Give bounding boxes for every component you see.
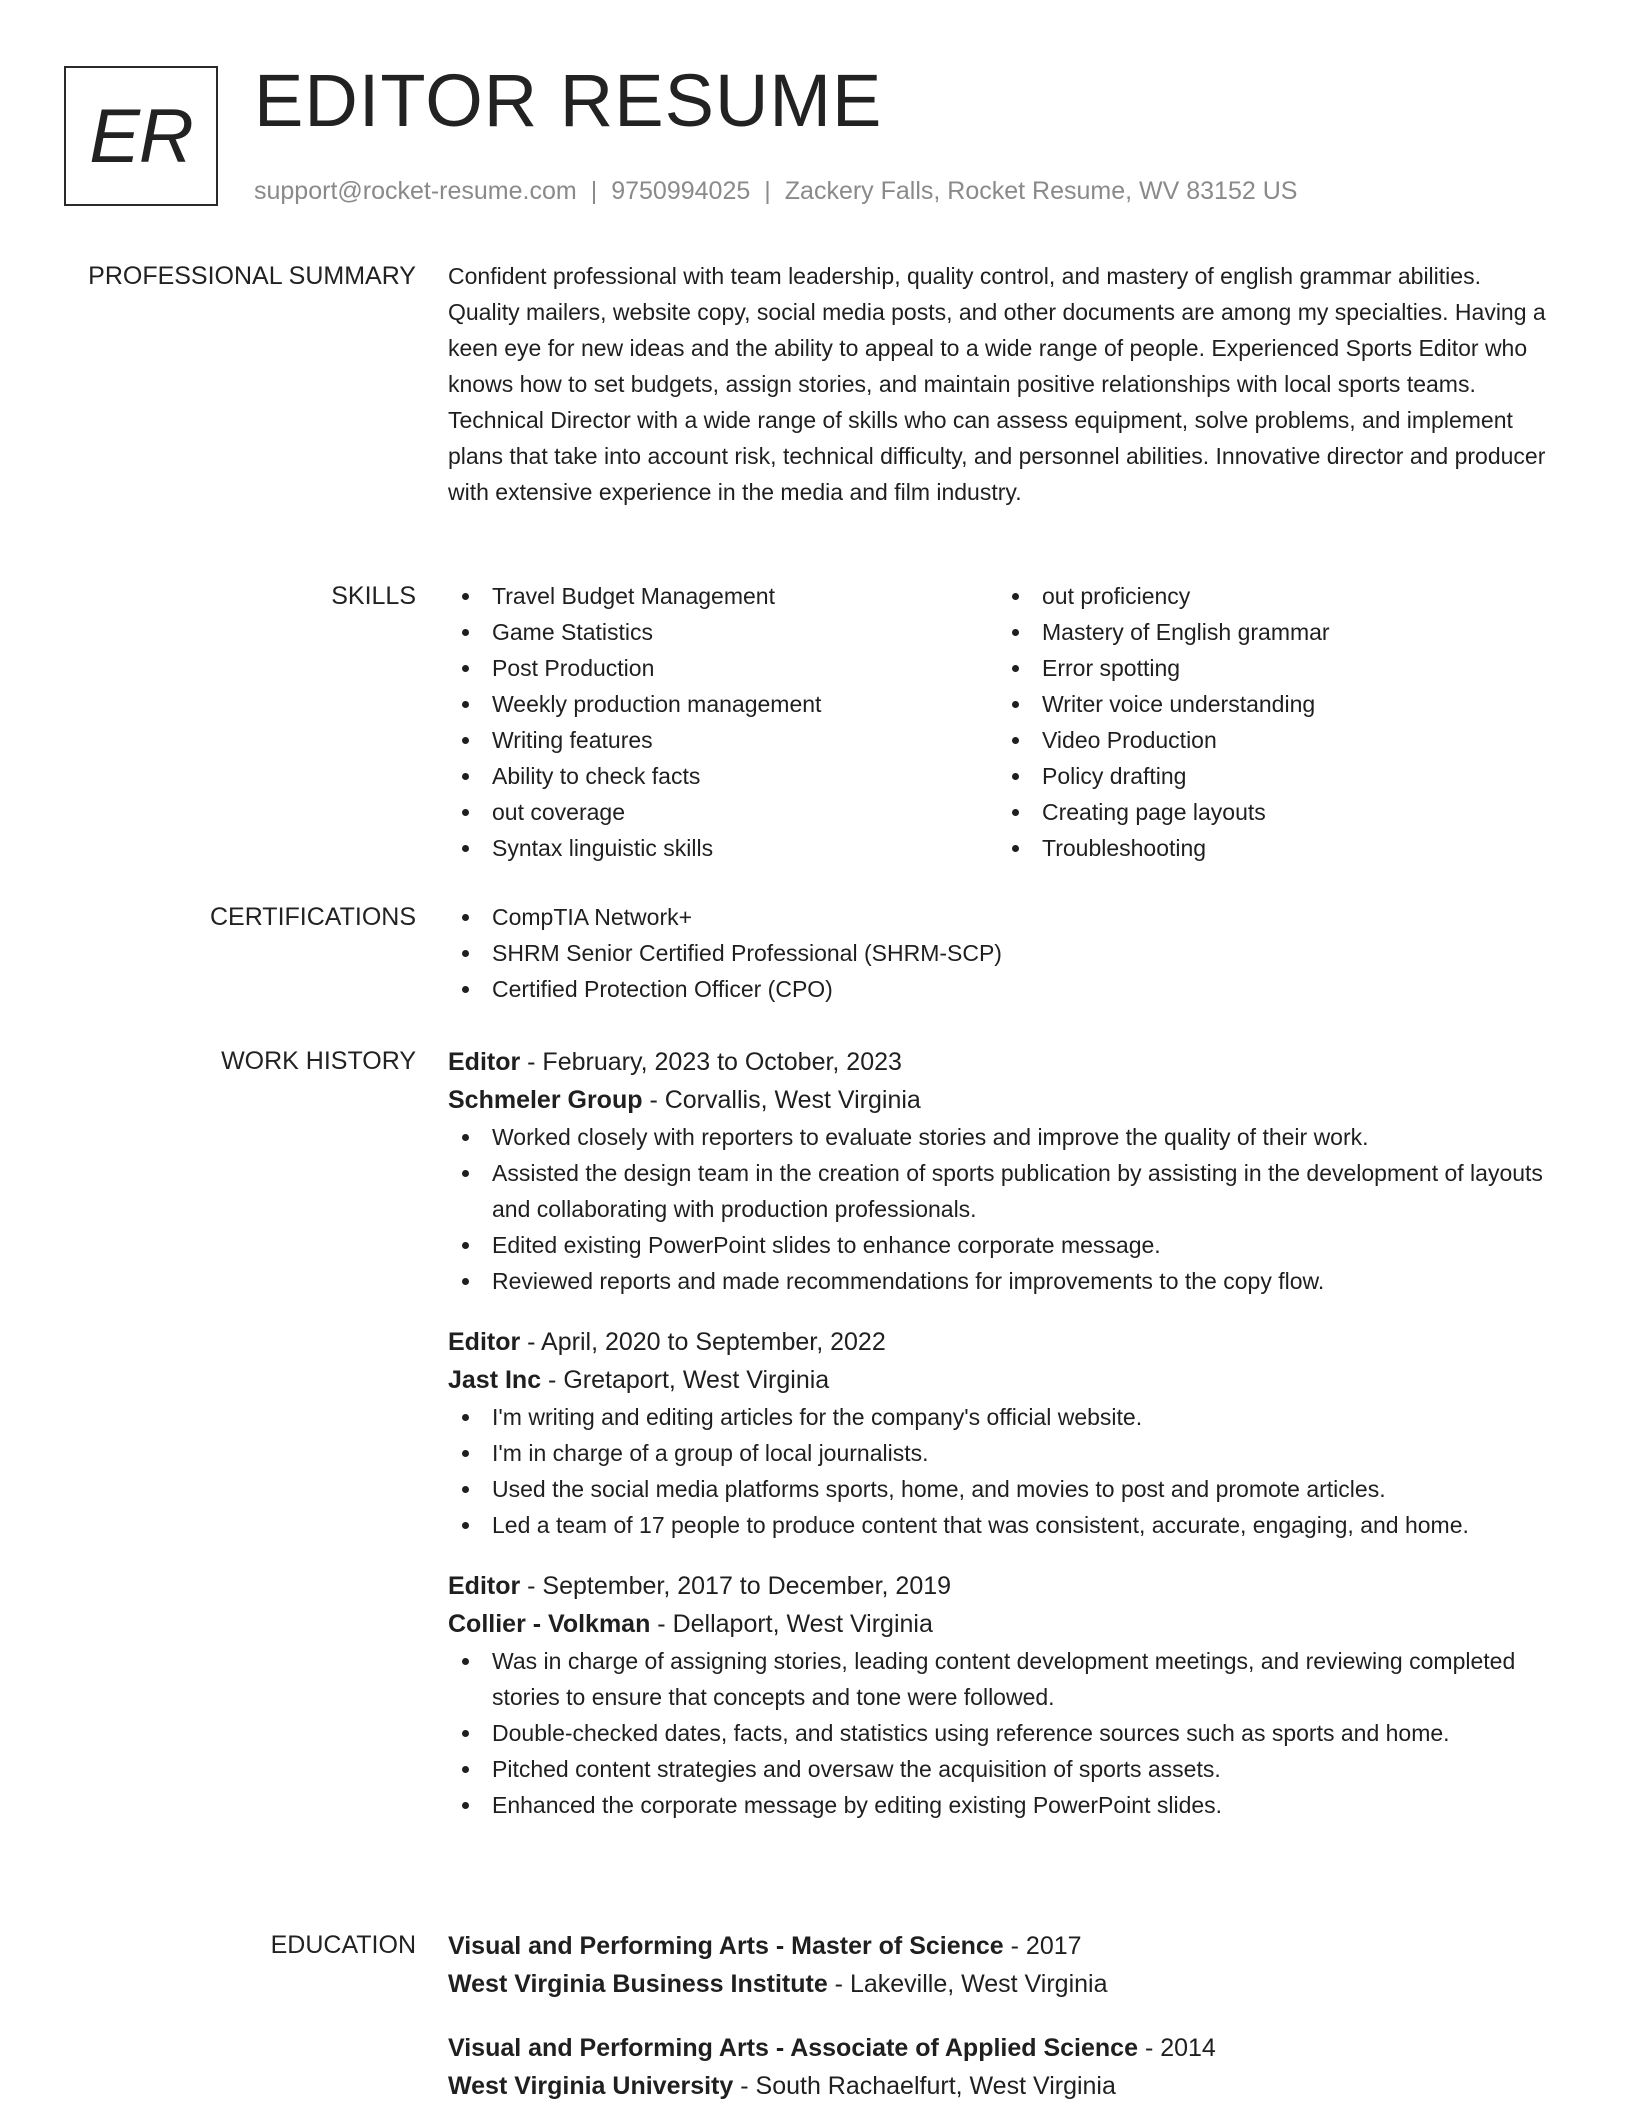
certification-item: Certified Protection Officer (CPO) — [448, 971, 1558, 1007]
skill-item: Error spotting — [998, 650, 1548, 686]
job-dates: - September, 2017 to December, 2019 — [520, 1572, 952, 1600]
job-bullet: I'm in charge of a group of local journalists. — [448, 1435, 1558, 1471]
job-bullet: Edited existing PowerPoint slides to enhance corporate message. — [448, 1227, 1558, 1263]
job-location: - Gretaport, West Virginia — [541, 1366, 830, 1394]
job-title-line — [448, 1567, 1558, 1605]
job-bullet: Assisted the design team in the creation of sports publication by assisting in the development of layouts and collaborating with production professionals. — [448, 1155, 1558, 1227]
contact-address: Zackery Falls, Rocket Resume, WV 83152 US — [784, 177, 1298, 205]
education-entry — [448, 2029, 1558, 2105]
summary-heading: PROFESSIONAL SUMMARY — [88, 262, 416, 290]
work-history-heading: WORK HISTORY — [221, 1047, 416, 1075]
education-school: West Virginia University — [448, 2072, 734, 2100]
job-bullet: Led a team of 17 people to produce content that was consistent, accurate, engaging, and home. — [448, 1507, 1558, 1543]
contact-separator: | — [764, 177, 771, 205]
skill-item: Video Production — [998, 722, 1548, 758]
job-bullets — [448, 1643, 1558, 1823]
contact-email[interactable]: support@rocket-resume.com — [254, 177, 577, 205]
contact-line — [254, 174, 1297, 208]
education-year: - 2014 — [1138, 2034, 1216, 2062]
skills-list-right — [998, 578, 1548, 866]
job-entry — [448, 1323, 1558, 1543]
job-bullets — [448, 1399, 1558, 1543]
work-history-body — [448, 1043, 1558, 1823]
skill-item: Writer voice understanding — [998, 686, 1548, 722]
certification-item: SHRM Senior Certified Professional (SHRM-SCP) — [448, 935, 1558, 971]
skill-item: Travel Budget Management — [448, 578, 998, 614]
certification-item: CompTIA Network+ — [448, 899, 1558, 935]
certifications-heading: CERTIFICATIONS — [209, 903, 416, 931]
job-role: Editor — [448, 1572, 521, 1600]
job-role: Editor — [448, 1328, 521, 1356]
skill-item: Ability to check facts — [448, 758, 998, 794]
education-entry — [448, 1927, 1558, 2003]
skill-item: Syntax linguistic skills — [448, 830, 998, 866]
job-bullet: Used the social media platforms sports, home, and movies to post and promote articles. — [448, 1471, 1558, 1507]
skill-item: Game Statistics — [448, 614, 998, 650]
certifications-list — [448, 899, 1558, 1007]
summary-text: Confident professional with team leadership, quality control, and mastery of english grammar abilities. Quality mailers, website copy, social media posts, and other documents are among my specialties. Having a keen eye for new ideas and the ability to appeal to a wide range of people. Experienced Sports Editor who knows how to set budgets, assign stories, and maintain positive relationships with local sports teams. Technical Director with a wide range of skills who can assess equipment, solve problems, and implement plans that take into account risk, technical difficulty, and personnel abilities. Innovative director and producer with extensive experience in the media and film industry. — [448, 263, 1546, 505]
job-company-line — [448, 1361, 1558, 1399]
job-company: Schmeler Group — [448, 1086, 643, 1114]
education-school-line — [448, 2067, 1558, 2105]
monogram-initials: ER — [89, 93, 193, 179]
education-degree-line — [448, 2029, 1558, 2067]
job-bullet: Enhanced the corporate message by editing existing PowerPoint slides. — [448, 1787, 1558, 1823]
skills-list-left — [448, 578, 998, 866]
skill-item: Weekly production management — [448, 686, 998, 722]
education-school-line — [448, 1965, 1558, 2003]
job-company: Collier - Volkman — [448, 1610, 651, 1638]
education-degree: Visual and Performing Arts - Master of Science — [448, 1932, 1004, 1960]
education-body — [448, 1927, 1558, 2105]
monogram-box — [64, 66, 218, 206]
skill-item: out proficiency — [998, 578, 1548, 614]
contact-phone[interactable]: 9750994025 — [611, 177, 751, 205]
education-heading: EDUCATION — [270, 1931, 416, 1959]
job-bullet: Worked closely with reporters to evaluate stories and improve the quality of their work. — [448, 1119, 1558, 1155]
job-title-line — [448, 1043, 1558, 1081]
job-entry — [448, 1567, 1558, 1823]
job-bullet: Was in charge of assigning stories, leading content development meetings, and reviewing completed stories to ensure that concepts and tone were followed. — [448, 1643, 1558, 1715]
skill-item: Post Production — [448, 650, 998, 686]
job-company-line — [448, 1081, 1558, 1119]
contact-separator: | — [590, 177, 598, 205]
job-company-line — [448, 1605, 1558, 1643]
skills-heading: SKILLS — [331, 582, 416, 610]
skill-item: out coverage — [448, 794, 998, 830]
summary-body — [448, 258, 1558, 510]
job-dates: - February, 2023 to October, 2023 — [520, 1048, 902, 1076]
job-bullet: Reviewed reports and made recommendations for improvements to the copy flow. — [448, 1263, 1558, 1299]
education-year: - 2017 — [1003, 1932, 1082, 1960]
education-degree-line — [448, 1927, 1558, 1965]
job-bullet: Double-checked dates, facts, and statistics using reference sources such as sports and home. — [448, 1715, 1558, 1751]
job-bullet: Pitched content strategies and oversaw the acquisition of sports assets. — [448, 1751, 1558, 1787]
education-location: - South Rachaelfurt, West Virginia — [733, 2072, 1116, 2100]
job-entry — [448, 1043, 1558, 1299]
certifications-body — [448, 899, 1558, 1007]
education-school: West Virginia Business Institute — [448, 1970, 828, 1998]
job-bullet: I'm writing and editing articles for the company's official website. — [448, 1399, 1558, 1435]
skill-item: Mastery of English grammar — [998, 614, 1548, 650]
skill-item: Policy drafting — [998, 758, 1548, 794]
education-location: - Lakeville, West Virginia — [827, 1970, 1108, 1998]
job-location: - Corvallis, West Virginia — [642, 1086, 921, 1114]
skill-item: Troubleshooting — [998, 830, 1548, 866]
skills-body — [448, 578, 1558, 866]
job-company: Jast Inc — [448, 1366, 542, 1394]
job-role: Editor — [448, 1048, 521, 1076]
job-dates: - April, 2020 to September, 2022 — [520, 1328, 886, 1356]
job-location: - Dellaport, West Virginia — [650, 1610, 933, 1638]
job-bullets — [448, 1119, 1558, 1299]
skill-item: Creating page layouts — [998, 794, 1548, 830]
education-degree: Visual and Performing Arts - Associate of Applied Science — [448, 2034, 1138, 2062]
resume-title: EDITOR RESUME — [254, 59, 883, 142]
job-title-line — [448, 1323, 1558, 1361]
skill-item: Writing features — [448, 722, 998, 758]
